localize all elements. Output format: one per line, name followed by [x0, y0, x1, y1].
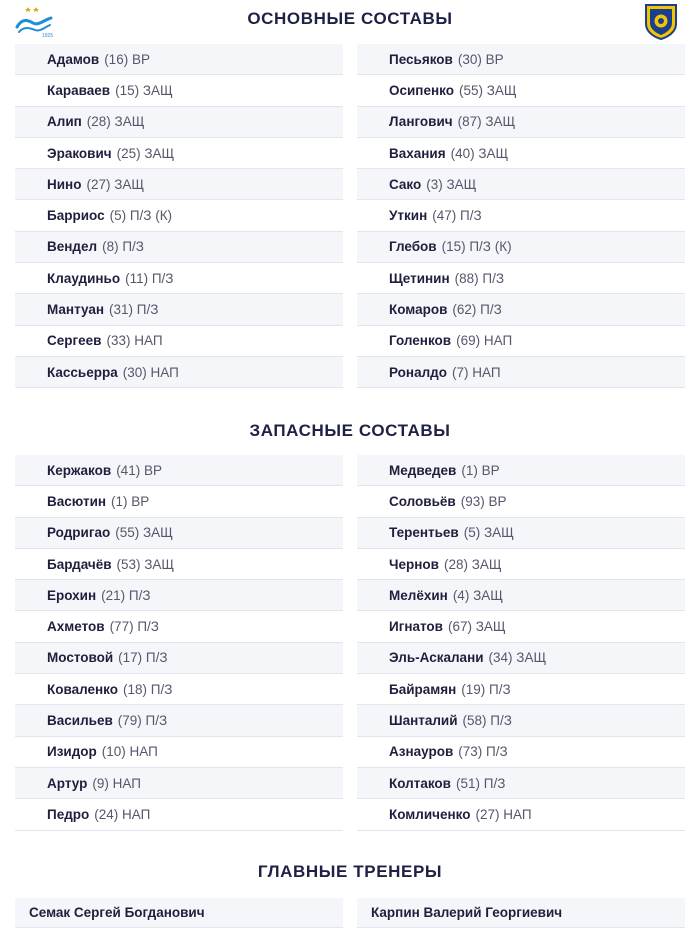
player-info: (41) ВР: [116, 462, 162, 478]
player-name: Лангович: [389, 114, 453, 130]
player-name: Васильев: [47, 713, 113, 729]
player-row: [15, 107, 343, 138]
player-row: [15, 263, 343, 294]
player-row: [15, 294, 343, 325]
player-info: (7) НАП: [451, 364, 501, 380]
player-name: Песьяков: [389, 51, 453, 67]
player-name: Артур: [47, 775, 88, 791]
player-info: (30) НАП: [122, 364, 179, 380]
player-info: (25) ЗАЩ: [116, 145, 175, 161]
player-name: Эракович: [47, 145, 112, 161]
player-row: [357, 169, 685, 200]
player-info: (19) П/З: [461, 681, 511, 697]
player-info: (31) П/З: [109, 302, 159, 318]
player-info: (11) П/З: [125, 270, 174, 286]
player-info: (28) ЗАЩ: [443, 556, 502, 572]
player-row: [357, 643, 685, 674]
player-row: [15, 357, 343, 388]
player-name: Глебов: [389, 239, 437, 255]
player-name: Васютин: [47, 493, 107, 509]
player-row: [357, 44, 685, 75]
player-name: Терентьев: [389, 525, 459, 541]
coach-home: Семак Сергей Богданович: [15, 898, 343, 928]
player-name: Мантуан: [47, 302, 105, 318]
starting-away-list: [357, 44, 685, 388]
player-info: (8) П/З: [102, 239, 144, 255]
player-name: Щетинин: [389, 270, 450, 286]
player-row: [15, 486, 343, 517]
player-info: (28) ЗАЩ: [86, 114, 145, 130]
player-name: Мелёхин: [389, 587, 448, 603]
player-row: [357, 232, 685, 263]
player-row: [15, 518, 343, 549]
player-name: Шанталий: [389, 713, 458, 729]
player-row: [15, 326, 343, 357]
player-row: [357, 200, 685, 231]
player-name: Медведев: [389, 462, 457, 478]
player-name: Нино: [47, 176, 82, 192]
player-name: Уткин: [389, 208, 428, 224]
player-row: [15, 768, 343, 799]
player-row: [357, 518, 685, 549]
player-row: [357, 326, 685, 357]
player-info: (3) ЗАЩ: [426, 176, 477, 192]
starting-home-list: [15, 44, 343, 388]
player-info: (47) П/З: [432, 208, 482, 224]
player-row: [357, 737, 685, 768]
player-name: Педро: [47, 806, 90, 822]
player-name: Азнауров: [389, 744, 454, 760]
player-info: (88) П/З: [454, 270, 504, 286]
player-info: (27) НАП: [475, 806, 532, 822]
section-title-subs: ЗАПАСНЫЕ СОСТАВЫ: [249, 421, 451, 440]
player-name: Комаров: [389, 302, 448, 318]
player-name: Кержаков: [47, 462, 112, 478]
player-name: Колтаков: [389, 775, 451, 791]
player-row: [15, 138, 343, 169]
player-name: Игнатов: [389, 619, 443, 635]
player-info: (15) ЗАЩ: [115, 82, 173, 98]
player-info: (10) НАП: [101, 744, 158, 760]
player-info: (34) ЗАЩ: [488, 650, 547, 666]
player-info: (9) НАП: [92, 775, 141, 791]
player-info: (69) НАП: [456, 333, 513, 349]
player-name: Родригао: [47, 525, 111, 541]
player-info: (77) П/З: [109, 619, 159, 635]
player-info: (93) ВР: [460, 493, 507, 509]
player-row: [15, 75, 343, 106]
player-name: Чернов: [389, 556, 439, 572]
player-info: (21) П/З: [101, 587, 151, 603]
coach-away: Карпин Валерий Георгиевич: [357, 898, 685, 928]
player-row: [357, 580, 685, 611]
player-info: (33) НАП: [106, 333, 163, 349]
player-name: Караваев: [47, 82, 111, 98]
player-info: (24) НАП: [94, 806, 151, 822]
player-name: Роналдо: [389, 364, 447, 380]
player-name: Комличенко: [389, 806, 471, 822]
player-info: (79) П/З: [117, 713, 168, 729]
player-info: (1) ВР: [461, 462, 500, 478]
player-row: [357, 263, 685, 294]
player-info: (40) ЗАЩ: [450, 145, 509, 161]
player-info: (67) ЗАЩ: [447, 619, 506, 635]
player-row: [357, 611, 685, 642]
player-row: [357, 455, 685, 486]
player-name: Сергеев: [47, 333, 102, 349]
player-name: Мостовой: [47, 650, 114, 666]
player-info: (30) ВР: [457, 51, 504, 67]
player-row: [357, 357, 685, 388]
player-info: (1) ВР: [111, 493, 150, 509]
player-name: Бардачёв: [47, 556, 112, 572]
player-name: Соловьёв: [389, 493, 456, 509]
player-row: [357, 549, 685, 580]
player-info: (17) П/З: [118, 650, 168, 666]
player-row: [357, 705, 685, 736]
player-info: (62) П/З: [452, 302, 502, 318]
player-row: [357, 799, 685, 830]
player-info: (27) ЗАЩ: [86, 176, 145, 192]
player-name: Адамов: [47, 51, 100, 67]
player-info: (4) ЗАЩ: [452, 587, 503, 603]
player-name: Ерохин: [47, 587, 97, 603]
player-name: Изидор: [47, 744, 97, 760]
player-row: [15, 611, 343, 642]
player-name: Эль-Аскалани: [389, 650, 484, 666]
player-row: [15, 455, 343, 486]
player-name: Коваленко: [47, 681, 119, 697]
player-row: [15, 643, 343, 674]
section-title-coaches: ГЛАВНЫЕ ТРЕНЕРЫ: [257, 862, 443, 881]
player-row: [15, 737, 343, 768]
player-row: [357, 138, 685, 169]
player-info: (87) ЗАЩ: [457, 114, 516, 130]
player-info: (15) П/З (К): [441, 239, 512, 255]
player-row: [357, 486, 685, 517]
player-name: Кассьерра: [47, 364, 118, 380]
player-info: (73) П/З: [458, 744, 508, 760]
player-row: [15, 705, 343, 736]
player-name: Байрамян: [389, 681, 457, 697]
player-row: [357, 768, 685, 799]
player-row: [15, 44, 343, 75]
player-row: [15, 232, 343, 263]
subs-home-list: [15, 455, 343, 831]
player-row: [15, 799, 343, 830]
section-title-starting: ОСНОВНЫЕ СОСТАВЫ: [247, 9, 453, 28]
player-row: [357, 107, 685, 138]
svg-text:1925: 1925: [42, 33, 54, 38]
player-name: Сако: [389, 176, 422, 192]
player-info: (58) П/З: [462, 713, 512, 729]
player-row: [15, 200, 343, 231]
player-name: Осипенко: [389, 82, 454, 98]
player-name: Голенков: [389, 333, 452, 349]
player-name: Барриос: [47, 208, 105, 224]
player-info: (53) ЗАЩ: [116, 556, 175, 572]
player-name: Алип: [47, 114, 82, 130]
player-name: Клаудиньо: [47, 270, 121, 286]
player-info: (55) ЗАЩ: [458, 82, 517, 98]
player-row: [357, 674, 685, 705]
player-info: (5) ЗАЩ: [463, 525, 514, 541]
player-info: (5) П/З (К): [109, 208, 173, 224]
player-name: Вендел: [47, 239, 98, 255]
player-row: [357, 75, 685, 106]
subs-away-list: [357, 455, 685, 831]
player-info: (16) ВР: [104, 51, 150, 67]
player-name: Вахания: [389, 145, 446, 161]
player-row: [357, 294, 685, 325]
player-row: [15, 169, 343, 200]
player-name: Ахметов: [47, 619, 105, 635]
player-info: (55) ЗАЩ: [115, 525, 173, 541]
player-row: [15, 580, 343, 611]
player-row: [15, 549, 343, 580]
player-row: [15, 674, 343, 705]
player-info: (51) П/З: [455, 775, 506, 791]
player-info: (18) П/З: [123, 681, 173, 697]
